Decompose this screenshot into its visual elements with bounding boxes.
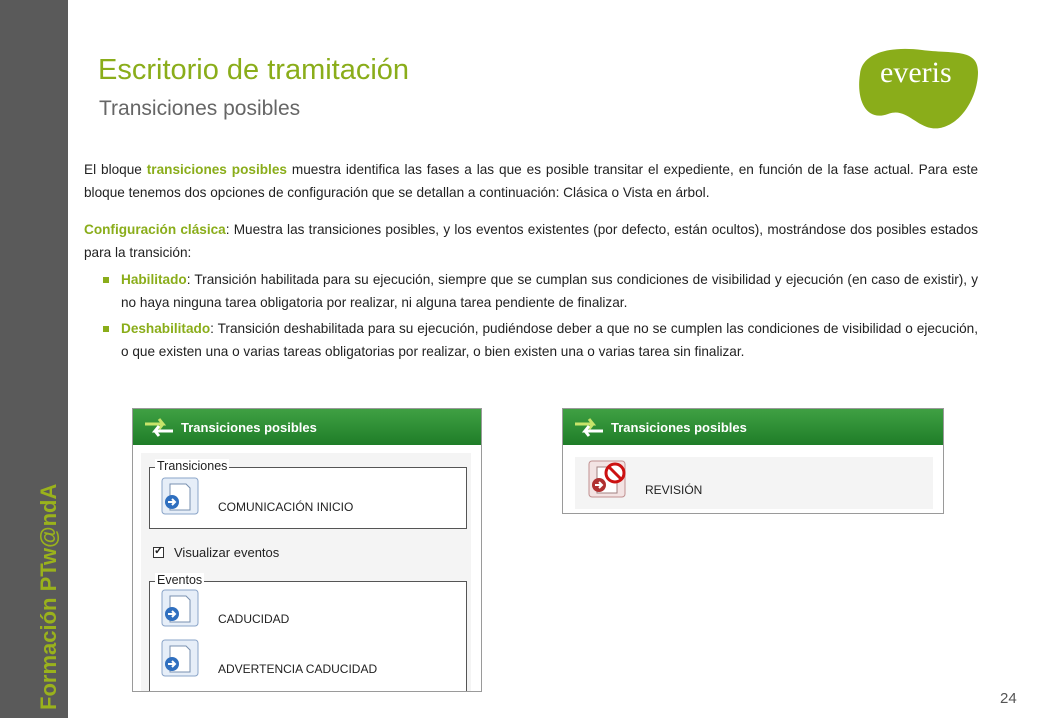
logo-text: everis (880, 56, 952, 89)
transition-label: COMUNICACIÓN INICIO (218, 500, 354, 514)
sidebar (0, 0, 68, 718)
classic-text: : Muestra las transiciones posibles, y los eventos existentes (por defecto, están ocultos), mostrándose dos posibles estados para la transición: (84, 222, 978, 260)
panel-title: Transiciones posibles (611, 419, 747, 435)
panel-header (133, 409, 481, 445)
transitions-fieldset (149, 459, 467, 529)
intro-paragraph (84, 158, 978, 204)
transitions-legend: Transiciones (157, 459, 228, 473)
bullet-square (103, 277, 109, 283)
everis-logo (852, 44, 982, 134)
disabled-transition-label: REVISIÓN (645, 483, 703, 497)
events-fieldset (149, 573, 467, 692)
intro-prefix: El bloque (84, 162, 147, 177)
panel-title: Transiciones posibles (181, 419, 317, 435)
disabled-transition-row (585, 459, 702, 499)
classic-paragraph (84, 218, 978, 264)
classic-highlight: Configuración clásica (84, 222, 226, 237)
page-title: Escritorio de tramitación (98, 54, 410, 86)
bullet-text: : Transición deshabilitada para su ejecución, pudiéndose deber a que no se cumplen las condiciones de visibilidad o ejecución, o que existen una o varias tareas obligatorias por realizar, o bien existen una o varias tarea sin finalizar. (121, 321, 978, 359)
bullet-text: : Transición habilitada para su ejecución, siempre que se cumplan sus condiciones de visibilidad y ejecución (en caso de existir), y no haya ninguna tarea obligatoria por realizar, ni alguna tarea pendiente de finalizar. (121, 272, 978, 310)
list-item (84, 317, 978, 363)
event-label: CADUCIDAD (218, 612, 290, 626)
bullet-square (103, 326, 109, 332)
bullet-highlight: Habilitado (121, 272, 187, 287)
show-events-checkbox[interactable] (153, 547, 164, 558)
transitions-panel-enabled (132, 408, 482, 692)
event-label: ADVERTENCIA CADUCIDAD (218, 662, 378, 676)
page-subtitle: Transiciones posibles (99, 97, 301, 120)
transition-row[interactable] (158, 476, 353, 516)
document-arrow-icon (158, 588, 202, 628)
transitions-panel-disabled (562, 408, 944, 514)
intro-highlight: transiciones posibles (146, 162, 287, 177)
page-number: 24 (1000, 690, 1017, 707)
event-row[interactable] (158, 638, 377, 678)
state-list (84, 268, 978, 363)
document-arrow-icon (158, 638, 202, 678)
sidebar-label: Formación PTw@ndA (36, 483, 61, 710)
events-legend: Eventos (157, 573, 203, 587)
show-events-label: Visualizar eventos (174, 545, 280, 560)
intro-suffix: muestra identifica las fases a las que es posible transitar el expediente, en función de la fase actual. Para este bloque tenemos dos opciones de configuración que se detallan a continuación: Clásica o Vista en árbol. (84, 162, 979, 200)
document-arrow-icon (158, 476, 202, 516)
body-text (84, 158, 978, 366)
list-item (84, 268, 978, 314)
disabled-document-icon (585, 459, 629, 499)
event-row[interactable] (158, 588, 289, 628)
bullet-highlight: Deshabilitado (121, 321, 211, 336)
show-events-toggle[interactable] (153, 545, 279, 560)
transition-arrows-icon (143, 416, 175, 438)
panel-header (563, 409, 943, 445)
transition-arrows-icon (573, 416, 605, 438)
